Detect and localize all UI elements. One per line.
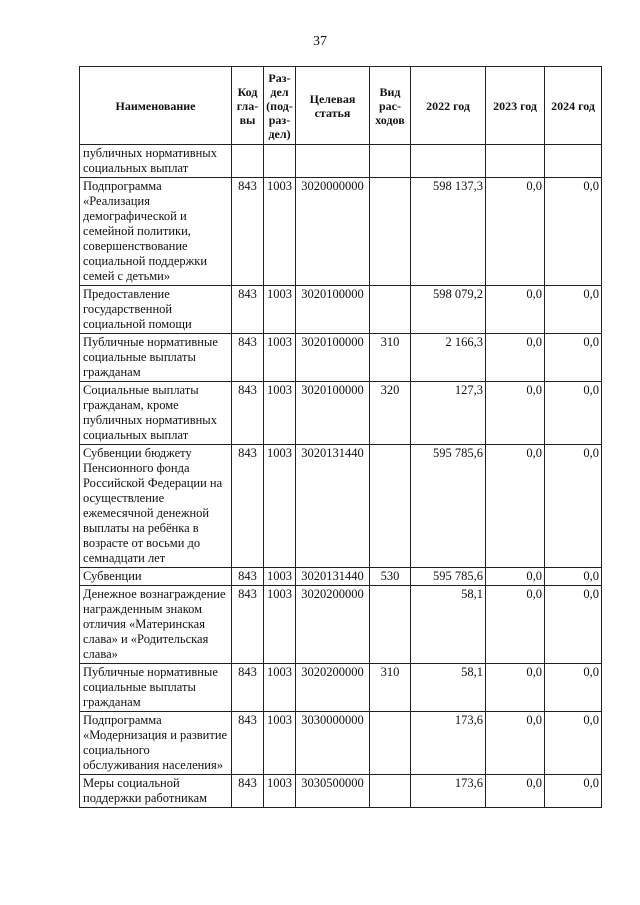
cell-type — [370, 178, 411, 286]
cell-2024: 0,0 — [545, 382, 602, 445]
cell-section: 1003 — [264, 445, 296, 568]
cell-name: публичных нормативных социальных выплат — [80, 145, 232, 178]
cell-name: Меры социальной поддержки работникам — [80, 775, 232, 808]
table-row — [80, 145, 602, 178]
cell-type — [370, 775, 411, 808]
cell-name: Подпрограмма «Реализация демографической и семейной политики, совершенствование социальной поддержки семей с детьми» — [80, 178, 232, 286]
cell-code: 843 — [232, 712, 264, 775]
cell-code: 843 — [232, 334, 264, 382]
cell-2024: 0,0 — [545, 568, 602, 586]
cell-2022: 127,3 — [411, 382, 486, 445]
cell-2022: 173,6 — [411, 712, 486, 775]
cell-name: Денежное вознаграждение награжденным знаком отличия «Материнская слава» и «Родительская слава» — [80, 586, 232, 664]
cell-2024: 0,0 — [545, 712, 602, 775]
cell-code: 843 — [232, 286, 264, 334]
cell-2024: 0,0 — [545, 775, 602, 808]
cell-article: 3020131440 — [296, 445, 370, 568]
cell-section: 1003 — [264, 568, 296, 586]
cell-type: 310 — [370, 334, 411, 382]
cell-type: 320 — [370, 382, 411, 445]
cell-code: 843 — [232, 382, 264, 445]
cell-2024: 0,0 — [545, 664, 602, 712]
table-header-row — [80, 67, 602, 145]
cell-code — [232, 145, 264, 178]
cell-code: 843 — [232, 445, 264, 568]
header-section: Раз- дел (под- раз- дел) — [264, 67, 296, 145]
cell-2023: 0,0 — [486, 712, 545, 775]
cell-2023: 0,0 — [486, 664, 545, 712]
cell-2022: 2 166,3 — [411, 334, 486, 382]
cell-2024 — [545, 145, 602, 178]
cell-name: Публичные нормативные социальные выплаты гражданам — [80, 664, 232, 712]
cell-2022: 58,1 — [411, 586, 486, 664]
table-row — [80, 664, 602, 712]
cell-name: Субвенции — [80, 568, 232, 586]
cell-section: 1003 — [264, 712, 296, 775]
cell-code: 843 — [232, 664, 264, 712]
cell-article: 3020000000 — [296, 178, 370, 286]
cell-2024: 0,0 — [545, 445, 602, 568]
cell-name: Публичные нормативные социальные выплаты гражданам — [80, 334, 232, 382]
cell-section: 1003 — [264, 286, 296, 334]
cell-2023: 0,0 — [486, 178, 545, 286]
cell-2023 — [486, 145, 545, 178]
cell-2023: 0,0 — [486, 775, 545, 808]
cell-type — [370, 712, 411, 775]
header-chapter-code: Код гла- вы — [232, 67, 264, 145]
cell-name: Субвенции бюджету Пенсионного фонда Российской Федерации на осуществление ежемесячной денежной выплаты на ребёнка в возрасте от восьми до семнадцати лет — [80, 445, 232, 568]
cell-2022: 595 785,6 — [411, 568, 486, 586]
cell-type: 530 — [370, 568, 411, 586]
cell-article: 3020200000 — [296, 664, 370, 712]
cell-code: 843 — [232, 178, 264, 286]
cell-section: 1003 — [264, 334, 296, 382]
cell-name: Предоставление государственной социальной помощи — [80, 286, 232, 334]
cell-article: 3020100000 — [296, 334, 370, 382]
table-row — [80, 382, 602, 445]
cell-section: 1003 — [264, 178, 296, 286]
cell-2022: 173,6 — [411, 775, 486, 808]
cell-article — [296, 145, 370, 178]
cell-article: 3020100000 — [296, 286, 370, 334]
cell-2023: 0,0 — [486, 286, 545, 334]
budget-table — [79, 66, 602, 808]
cell-section — [264, 145, 296, 178]
cell-2024: 0,0 — [545, 586, 602, 664]
cell-2024: 0,0 — [545, 334, 602, 382]
cell-type: 310 — [370, 664, 411, 712]
cell-section: 1003 — [264, 382, 296, 445]
cell-2022: 58,1 — [411, 664, 486, 712]
header-2024: 2024 год — [545, 67, 602, 145]
page-number: 37 — [313, 34, 327, 49]
cell-code: 843 — [232, 775, 264, 808]
cell-2023: 0,0 — [486, 568, 545, 586]
cell-name: Социальные выплаты гражданам, кроме публичных нормативных социальных выплат — [80, 382, 232, 445]
cell-type — [370, 286, 411, 334]
table-row — [80, 445, 602, 568]
cell-2022: 598 079,2 — [411, 286, 486, 334]
cell-article: 3020131440 — [296, 568, 370, 586]
cell-article: 3030000000 — [296, 712, 370, 775]
table-row — [80, 334, 602, 382]
cell-article: 3020200000 — [296, 586, 370, 664]
cell-2022: 595 785,6 — [411, 445, 486, 568]
header-expense-type: Вид рас- ходов — [370, 67, 411, 145]
table-row — [80, 286, 602, 334]
cell-section: 1003 — [264, 586, 296, 664]
cell-2022: 598 137,3 — [411, 178, 486, 286]
cell-code: 843 — [232, 568, 264, 586]
cell-2023: 0,0 — [486, 382, 545, 445]
header-2022: 2022 год — [411, 67, 486, 145]
cell-2023: 0,0 — [486, 445, 545, 568]
cell-2023: 0,0 — [486, 334, 545, 382]
cell-2022 — [411, 145, 486, 178]
cell-2024: 0,0 — [545, 178, 602, 286]
cell-name: Подпрограмма «Модернизация и развитие социального обслуживания населения» — [80, 712, 232, 775]
cell-code: 843 — [232, 586, 264, 664]
cell-article: 3030500000 — [296, 775, 370, 808]
cell-section: 1003 — [264, 775, 296, 808]
header-2023: 2023 год — [486, 67, 545, 145]
table-row — [80, 775, 602, 808]
table-row — [80, 712, 602, 775]
cell-article: 3020100000 — [296, 382, 370, 445]
table-row — [80, 586, 602, 664]
cell-2024: 0,0 — [545, 286, 602, 334]
cell-type — [370, 445, 411, 568]
header-name: Наименование — [80, 67, 232, 145]
table-row — [80, 178, 602, 286]
cell-section: 1003 — [264, 664, 296, 712]
cell-type — [370, 145, 411, 178]
table-row — [80, 568, 602, 586]
cell-2023: 0,0 — [486, 586, 545, 664]
header-target-article: Целевая статья — [296, 67, 370, 145]
cell-type — [370, 586, 411, 664]
